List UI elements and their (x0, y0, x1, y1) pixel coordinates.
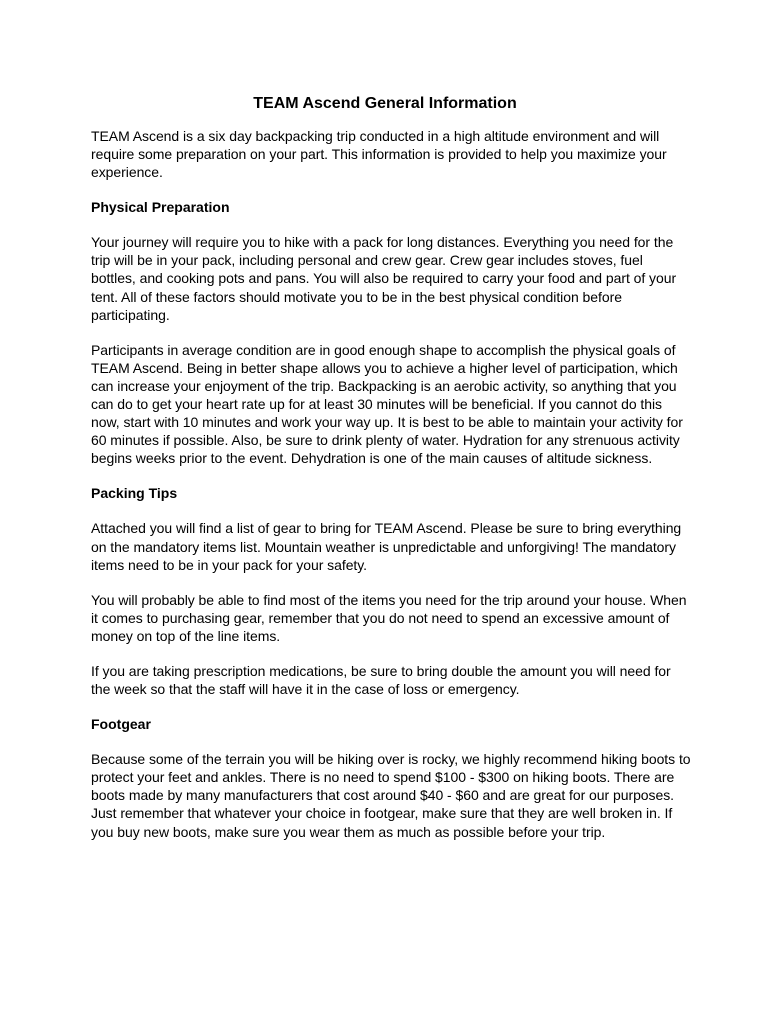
document-title: TEAM Ascend General Information (253, 95, 517, 112)
section-heading: Physical Preparation (91, 199, 230, 216)
paragraph: You will probably be able to find most of the items you need for the trip around your house. When it comes to purchasing gear, remember that you do not need to spend an excessive amount of money on top of the line items. (91, 591, 687, 644)
paragraph: Your journey will require you to hike with a pack for long distances. Everything you need for the trip will be in your pack, including personal and crew gear. Crew gear includes stoves, fuel bottles, and cooking pots and pans. You will also be required to carry your food and part of your tent. All of these factors should motivate you to be in the best physical condition before participating. (91, 234, 677, 323)
intro-paragraph: TEAM Ascend is a six day backpacking trip conducted in a high altitude environment and will require some preparation on your part. This information is provided to help you maximize your experience. (91, 128, 667, 181)
paragraph: Participants in average condition are in good enough shape to accomplish the physical goals of TEAM Ascend. Being in better shape allows you to achieve a higher level of participation, which can increase your enjoyment of the trip. Backpacking is an aerobic activity, so anything that you can do to get your heart rate up for at least 30 minutes will be beneficial. If you cannot do this now, start with 10 minutes and work your way up. It is best to be able to maintain your activity for 60 minutes if possible. Also, be sure to drink plenty of water. Hydration for any strenuous activity begins weeks prior to the event. Dehydration is one of the main causes of altitude sickness. (91, 341, 683, 467)
section-physical-preparation (91, 198, 691, 467)
section-footgear (91, 715, 691, 840)
paragraph: Because some of the terrain you will be hiking over is rocky, we highly recommend hiking boots to protect your feet and ankles. There is no need to spend $100 - $300 on hiking boots. There are boots made by many manufacturers that cost around $40 - $60 and are great for our purposes. Just remember that whatever your choice in footgear, make sure that they are well broken in. If you buy new boots, make sure you wear them as much as possible before your trip. (91, 751, 691, 840)
section-heading: Footgear (91, 716, 151, 733)
paragraph: Attached you will find a list of gear to bring for TEAM Ascend. Please be sure to bring everything on the mandatory items list. Mountain weather is unpredictable and unforgiving! The mandatory items need to be in your pack for your safety. (91, 520, 682, 573)
section-heading: Packing Tips (91, 485, 178, 502)
paragraph: If you are taking prescription medications, be sure to bring double the amount you will need for the week so that the staff will have it in the case of loss or emergency. (91, 662, 671, 698)
section-packing-tips (91, 484, 691, 698)
document-page (91, 94, 691, 858)
